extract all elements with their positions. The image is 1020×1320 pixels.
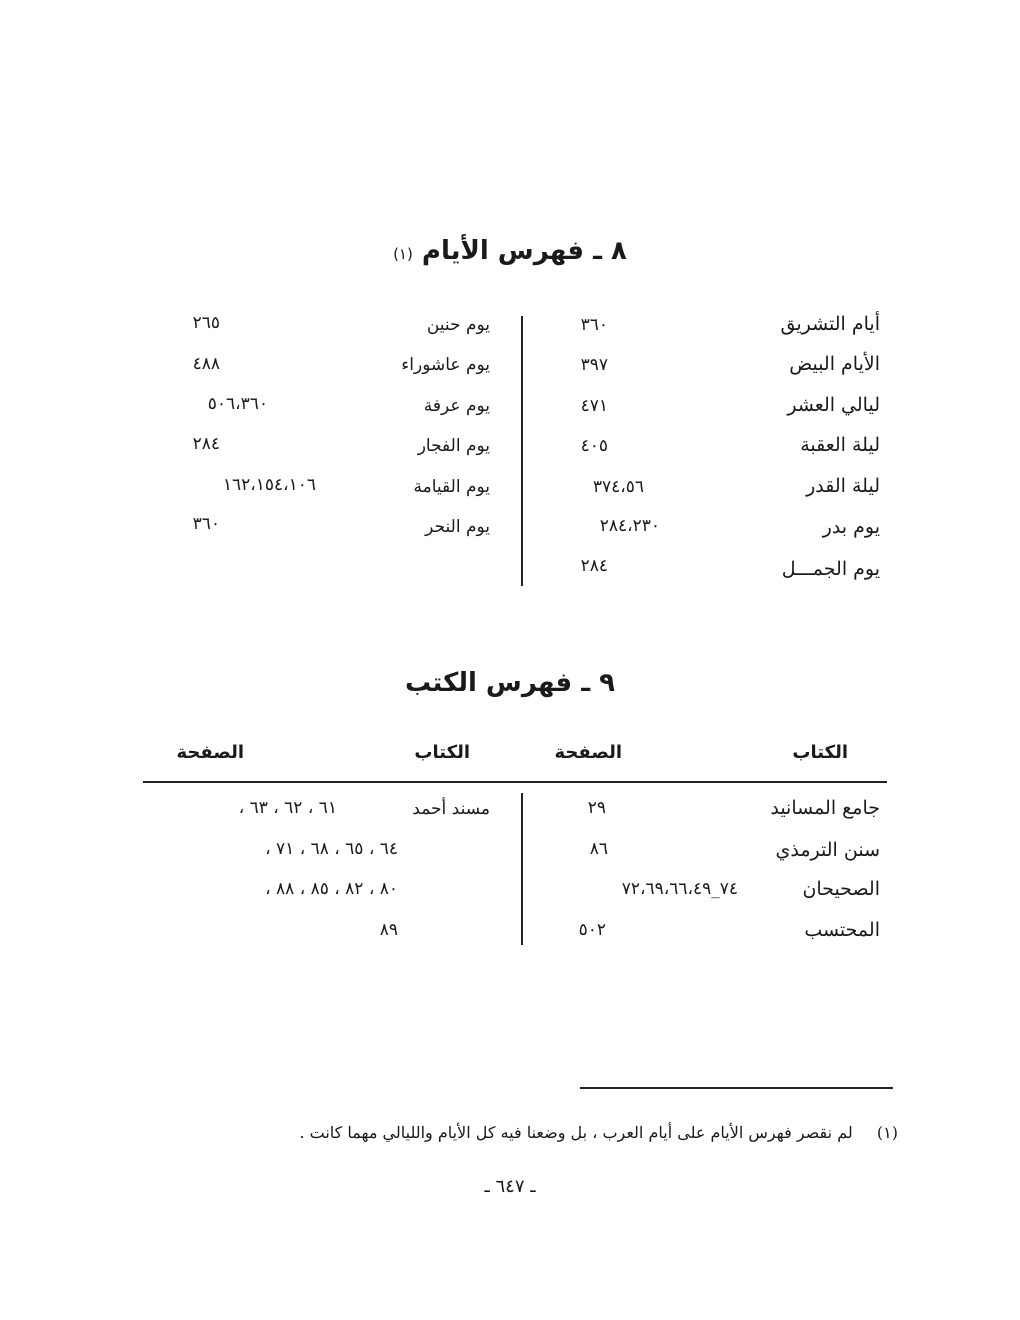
- book-name: المحتسب: [804, 919, 880, 941]
- day-name: الأيام البيض: [789, 353, 880, 375]
- book-pages: ٨٦: [589, 839, 608, 859]
- day-pages: ٢٨٤: [192, 434, 220, 454]
- column-divider: [521, 316, 523, 586]
- book-pages: ٥٠٢: [578, 920, 606, 940]
- day-name: يوم الجمـــل: [781, 558, 880, 580]
- book-name: جامع المسانيد: [770, 797, 880, 819]
- day-pages: ٢٦٥: [192, 313, 220, 333]
- col-header-book-left: الكتاب: [414, 742, 470, 763]
- col-header-page-left: الصفحة: [176, 742, 244, 763]
- book-pages-line: ٨٠ ، ٨٢ ، ٨٥ ، ٨٨ ،: [265, 879, 398, 899]
- book-pages: ٧٤_٧٢،٦٩،٦٦،٤٩: [621, 879, 738, 899]
- page-number: ـ ٦٤٧ ـ: [484, 1176, 536, 1197]
- day-pages: ١٦٢،١٥٤،١٠٦: [222, 475, 316, 495]
- book-name: مسند أحمد: [412, 799, 490, 819]
- book-pages: ٢٩: [587, 798, 606, 818]
- book-pages-line: ٦٤ ، ٦٥ ، ٦٨ ، ٧١ ،: [265, 839, 398, 859]
- footnote-text: لم نقصر فهرس الأيام على أيام العرب ، بل وضعنا فيه كل الأيام والليالي مهما كانت .: [299, 1123, 853, 1142]
- day-pages: ٤٧١: [580, 396, 608, 416]
- day-pages: ٤٨٨: [192, 354, 220, 374]
- book-pages-line: ٨٩: [379, 920, 398, 940]
- footnote-ref-marker: (١): [393, 245, 413, 263]
- day-pages: ٣٧٤،٥٦: [592, 477, 644, 497]
- days-heading-text: ٨ ـ فهرس الأيام: [421, 236, 627, 266]
- book-name: الصحيحان: [802, 878, 880, 900]
- day-name: ليالي العشر: [787, 394, 880, 416]
- footnote-marker: (١): [876, 1123, 898, 1142]
- day-name: يوم القيامة: [413, 477, 490, 497]
- book-pages-line: ٦١ ، ٦٢ ، ٦٣ ،: [238, 798, 337, 818]
- day-name: يوم حنين: [426, 315, 490, 335]
- days-index-heading: [0, 236, 1020, 266]
- day-pages: ٢٨٤: [580, 556, 608, 576]
- day-name: يوم بدر: [822, 516, 880, 538]
- day-name: أيام التشريق: [780, 313, 880, 335]
- book-name: سنن الترمذي: [775, 839, 880, 861]
- day-name: يوم النحر: [425, 517, 490, 537]
- day-name: يوم الفجار: [417, 436, 490, 456]
- day-name: يوم عاشوراء: [401, 355, 490, 375]
- books-heading-text: ٩ ـ فهرس الكتب: [404, 668, 616, 698]
- day-pages: ٣٩٧: [580, 355, 608, 375]
- day-pages: ٤٠٥: [580, 436, 608, 456]
- day-pages: ٣٦٠: [580, 315, 608, 335]
- day-pages: ٥٠٦،٣٦٠: [207, 394, 268, 414]
- day-name: ليلة القدر: [806, 475, 880, 497]
- column-divider: [521, 793, 523, 945]
- col-header-page-right: الصفحة: [554, 742, 622, 763]
- day-pages: ٣٦٠: [192, 514, 220, 534]
- day-name: يوم عرفة: [423, 396, 490, 416]
- col-header-book-right: الكتاب: [792, 742, 848, 763]
- books-index-heading: [0, 668, 1020, 698]
- table-header-rule: [143, 781, 887, 783]
- footnote: [299, 1123, 898, 1142]
- day-name: ليلة العقبة: [800, 434, 880, 456]
- day-pages: ٢٨٤،٢٣٠: [599, 516, 660, 536]
- footnote-separator: [580, 1087, 893, 1089]
